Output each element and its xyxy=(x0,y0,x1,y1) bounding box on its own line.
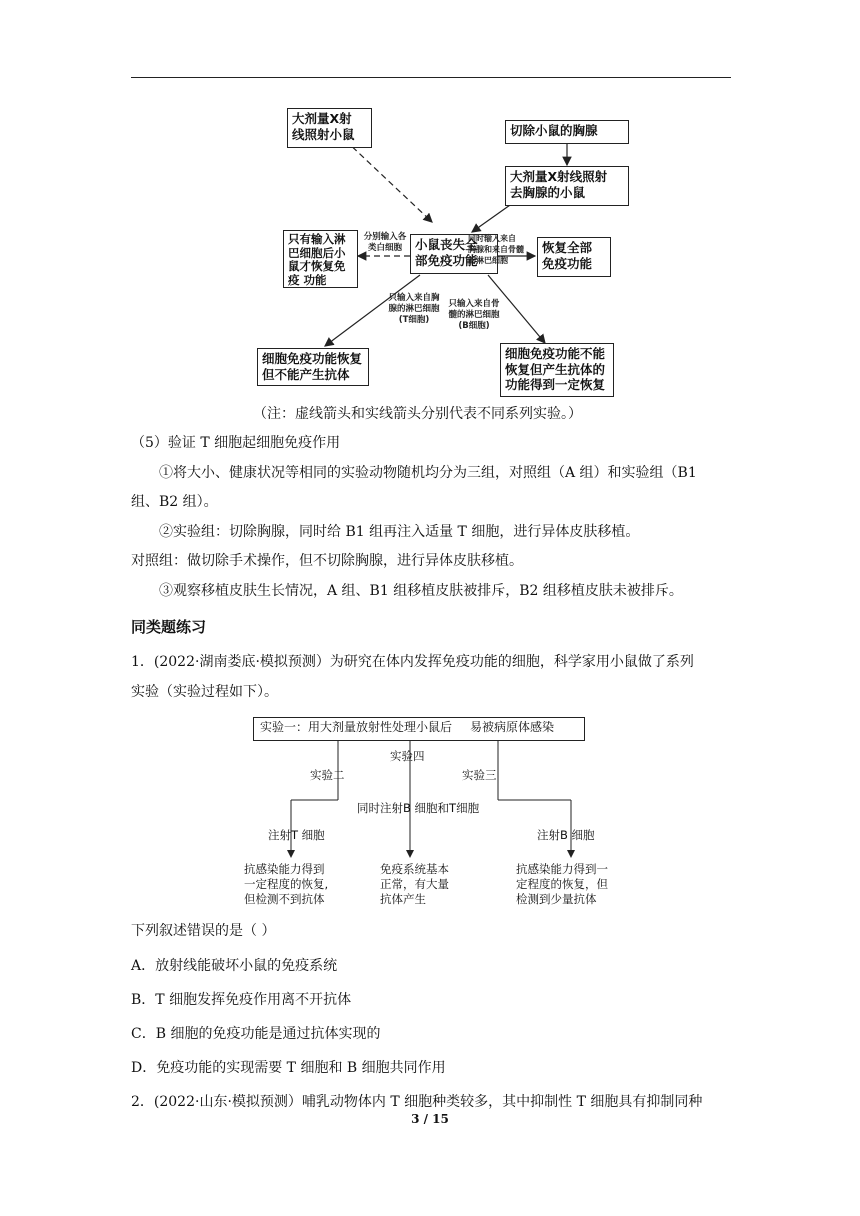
label-inject-both: 同时输入来自 胸腺和来自骨髓 的淋巴细胞 xyxy=(468,234,524,265)
xray-no-thymus-box: 大剂量X射线照射 去胸腺的小鼠 xyxy=(505,166,629,206)
restore-all-box: 恢复全部 免疫功能 xyxy=(537,237,611,277)
inject-t-label: 注射T 细胞 xyxy=(268,828,325,842)
option-b: B．T 细胞发挥免疫作用离不开抗体 xyxy=(131,992,352,1008)
q2-line1: 2．(2022·山东·模拟预测）哺乳动物体内 T 细胞种类较多，其中抑制性 T 细胞具有抑制同种 xyxy=(131,1094,703,1110)
result-t-text: 抗感染能力得到 一定程度的恢复, 但检测不到抗体 xyxy=(244,862,329,906)
section5-p3: 对照组：做切除手术操作，但不切除胸腺，进行异体皮肤移植。 xyxy=(131,553,523,569)
experiment1-text: 实验一：用大剂量放射性处理小鼠后 xyxy=(260,720,453,734)
exp2-label: 实验二 xyxy=(310,768,345,782)
lymphocyte-restore-box: 只有输入淋 巴细胞后小 鼠才恢复免 疫 功能 xyxy=(283,230,358,288)
page-number: 3 / 15 xyxy=(411,1112,449,1126)
q1-line2: 实验（实验过程如下）。 xyxy=(131,684,278,700)
section5-p1a: ①将大小、健康状况等相同的实验动物随机均分为三组，对照组（A 组）和实验组（B1 xyxy=(159,465,697,481)
exp4-label: 实验四 xyxy=(390,749,425,763)
inject-both-label: 同时注射B 细胞和T细胞 xyxy=(357,801,480,815)
option-a: A．放射线能破坏小鼠的免疫系统 xyxy=(131,958,338,974)
practice-title: 同类题练习 xyxy=(131,618,207,636)
option-d: D．免疫功能的实现需要 T 细胞和 B 细胞共同作用 xyxy=(131,1060,446,1076)
option-c: C．B 细胞的免疫功能是通过抗体实现的 xyxy=(131,1026,381,1042)
section5-p4: ③观察移植皮肤生长情况，A 组、B1 组移植皮肤被排斥，B2 组移植皮肤未被排斥。 xyxy=(159,583,683,599)
cell-immunity-not-restore-box: 细胞免疫功能不能 恢复但产生抗体的 功能得到一定恢复 xyxy=(500,343,614,397)
thymus-removal-box: 切除小鼠的胸腺 xyxy=(505,120,629,144)
inject-b-label: 注射B 细胞 xyxy=(537,828,595,842)
xray-mouse-box: 大剂量X射 线照射小鼠 xyxy=(287,108,372,148)
exp3-label: 实验三 xyxy=(462,768,497,782)
q1-line1: 1．(2022·湖南娄底·模拟预测）为研究在体内发挥免疫功能的细胞，科学家用小鼠做了系列 xyxy=(131,654,694,670)
result-both-text: 免疫系统基本 正常，有大量 抗体产生 xyxy=(380,862,449,906)
label-thymus-only: 只输入来自胸 腺的淋巴细胞 (T细胞) xyxy=(388,293,440,325)
q1-stem: 下列叙述错误的是（ ） xyxy=(131,923,276,939)
experiment1-result: 易被病原体感染 xyxy=(470,720,555,734)
result-b-text: 抗感染能力得到一 定程度的恢复，但 检测到少量抗体 xyxy=(516,862,608,906)
label-inject-various: 分别输入各 类白细胞 xyxy=(363,232,407,253)
cell-immunity-restore-box: 细胞免疫功能恢复 但不能产生抗体 xyxy=(257,348,369,386)
section5-p2: ②实验组：切除胸腺，同时给 B1 组再注入适量 T 细胞，进行异体皮肤移植。 xyxy=(159,524,640,540)
section5-p1b: 组、B2 组）。 xyxy=(131,494,218,510)
section5-heading: （5）验证 T 细胞起细胞免疫作用 xyxy=(131,435,341,451)
experiment1-box xyxy=(253,717,585,741)
immune-loss-box: 小鼠丧失全 部免疫功能 xyxy=(410,234,498,274)
label-marrow-only: 只输入来自骨 髓的淋巴细胞 (B细胞) xyxy=(448,299,500,331)
diagram-note: （注：虚线箭头和实线箭头分别代表不同系列实验。） xyxy=(253,406,582,422)
